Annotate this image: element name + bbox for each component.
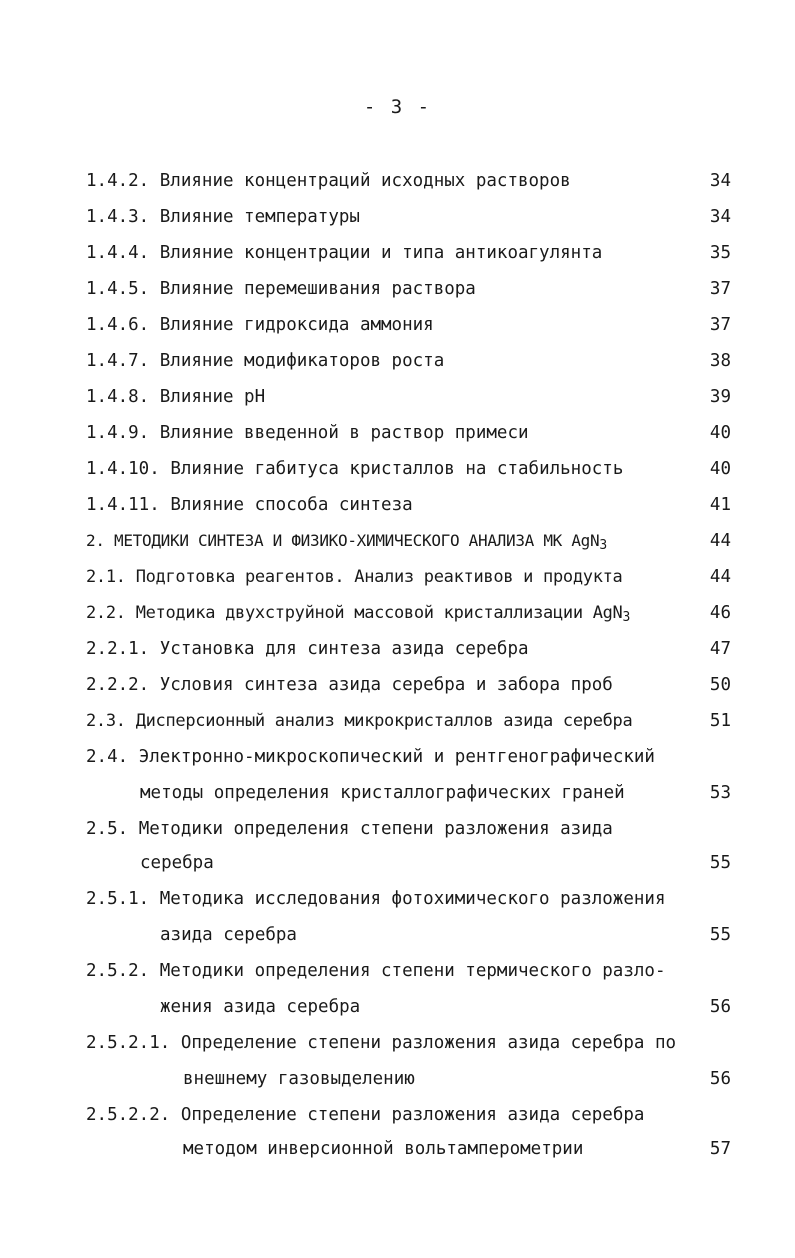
toc-entry-page: 56 [709, 1069, 731, 1089]
toc-entry-title: Методика двухструйной массовой кристаллизации AgN [135, 603, 623, 623]
toc-entry-number: 2.2.2. [86, 675, 150, 695]
toc-entry-2-5-2 [86, 957, 666, 985]
toc-entry-page: 55 [709, 925, 731, 945]
toc-entry-1-4-2 [86, 167, 571, 195]
toc-entry-title: Методики определения степени разложения азида [138, 819, 613, 839]
toc-entry-page: 37 [709, 315, 731, 335]
toc-entry-2-1 [86, 563, 623, 591]
toc-entry-2-3 [86, 707, 632, 735]
toc-entry-page: 34 [709, 207, 731, 227]
toc-entry-number: 1.4.4. [86, 243, 150, 263]
toc-entry-2-5-2-1-continuation: внешнему газовыделению [183, 1069, 415, 1089]
toc-entry-2-4 [86, 743, 655, 771]
toc-entry-title: Определение степени разложения азида серебра [180, 1105, 645, 1125]
toc-entry-2-5-2-2 [86, 1101, 644, 1129]
toc-entry-page: 46 [709, 603, 731, 623]
toc-entry-title: Влияние способа синтеза [170, 495, 413, 515]
toc-entry-number: 2.5.1. [86, 889, 150, 909]
toc-entry-page: 47 [709, 639, 731, 659]
toc-entry-number: 1.4.6. [86, 315, 150, 335]
toc-entry-page: 44 [709, 531, 731, 551]
toc-entry-title: Методики определения степени термического разло- [159, 961, 666, 981]
toc-entry-page: 55 [709, 853, 731, 873]
toc-entry-title: Влияние концентрации и типа антикоагулянта [159, 243, 603, 263]
toc-entry-2-5-1 [86, 885, 666, 913]
toc-entry-page: 50 [709, 675, 731, 695]
toc-entry-page: 51 [709, 711, 731, 731]
toc-entry-1-4-3 [86, 203, 360, 231]
toc-entry-page: 41 [709, 495, 731, 515]
toc-entry-2-5-continuation: серебра [140, 853, 214, 873]
toc-entry-number: 2.2.1. [86, 639, 150, 659]
toc-entry-1-4-5 [86, 275, 476, 303]
toc-entry-title: Установка для синтеза азида серебра [159, 639, 529, 659]
page-number: - 3 - [363, 96, 432, 118]
toc-entry-2-2 [86, 599, 630, 627]
toc-entry-2 [86, 527, 607, 555]
toc-entry-number: 1.4.7. [86, 351, 150, 371]
toc-entry-number: 2.5.2. [86, 961, 150, 981]
toc-entry-number: 2.5. [86, 819, 129, 839]
toc-entry-number: 2.2. [86, 603, 126, 623]
toc-entry-page: 44 [709, 567, 731, 587]
toc-entry-1-4-4 [86, 239, 602, 267]
toc-entry-subscript: 3 [599, 538, 607, 553]
toc-entry-2-5 [86, 815, 613, 843]
toc-entry-title: Влияние перемешивания раствора [159, 279, 476, 299]
toc-entry-subscript: 3 [622, 610, 631, 625]
toc-entry-page: 40 [709, 423, 731, 443]
toc-entry-number: 1.4.2. [86, 171, 150, 191]
toc-entry-title: Влияние температуры [159, 207, 360, 227]
toc-entry-number: 1.4.5. [86, 279, 150, 299]
toc-entry-title: Влияние гидроксида аммония [159, 315, 434, 335]
toc-entry-title: Влияние габитуса кристаллов на стабильность [170, 459, 624, 479]
toc-entry-1-4-10 [86, 455, 623, 483]
toc-entry-number: 2. [86, 531, 105, 550]
toc-entry-2-5-1-continuation: азида серебра [160, 925, 297, 945]
toc-entry-1-4-9 [86, 419, 529, 447]
toc-entry-title: Методика исследования фотохимического разложения [159, 889, 666, 909]
toc-entry-title: Влияние концентраций исходных растворов [159, 171, 571, 191]
toc-entry-1-4-6 [86, 311, 434, 339]
toc-entry-number: 1.4.3. [86, 207, 150, 227]
toc-entry-title: Условия синтеза азида серебра и забора проб [159, 675, 613, 695]
toc-entry-number: 1.4.9. [86, 423, 150, 443]
toc-entry-number: 1.4.10. [86, 459, 160, 479]
toc-entry-title: МЕТОДИКИ СИНТЕЗА И ФИЗИКО-ХИМИЧЕСКОГО АНАЛИЗА МК AgN [114, 531, 600, 550]
toc-entry-2-2-1 [86, 635, 529, 663]
toc-entry-title: Определение степени разложения азида серебра по [180, 1033, 677, 1053]
toc-entry-1-4-7 [86, 347, 444, 375]
toc-entry-title: Дисперсионный анализ микрокристаллов азида серебра [135, 711, 633, 731]
toc-entry-number: 2.5.2.2. [86, 1105, 171, 1125]
toc-entry-number: 2.3. [86, 711, 126, 731]
toc-entry-page: 34 [709, 171, 731, 191]
toc-entry-page: 40 [709, 459, 731, 479]
toc-entry-page: 37 [709, 279, 731, 299]
toc-entry-number: 2.1. [86, 567, 126, 587]
toc-entry-title: Влияние введенной в раствор примеси [159, 423, 529, 443]
toc-entry-number: 2.4. [86, 747, 129, 767]
toc-entry-1-4-11 [86, 491, 413, 519]
toc-entry-title: Влияние модификаторов роста [159, 351, 445, 371]
toc-entry-page: 56 [709, 997, 731, 1017]
toc-entry-page: 53 [709, 783, 731, 803]
toc-entry-page: 57 [709, 1139, 731, 1159]
toc-entry-2-5-2-1 [86, 1029, 676, 1057]
toc-entry-number: 1.4.8. [86, 387, 150, 407]
toc-entry-number: 1.4.11. [86, 495, 160, 515]
toc-entry-title: Влияние pH [159, 387, 266, 407]
toc-entry-2-4-continuation: методы определения кристаллографических граней [140, 783, 625, 803]
toc-entry-page: 38 [709, 351, 731, 371]
toc-entry-1-4-8 [86, 383, 265, 411]
toc-entry-number: 2.5.2.1. [86, 1033, 171, 1053]
toc-entry-title: Подготовка реагентов. Анализ реактивов и продукта [135, 567, 623, 587]
toc-entry-page: 35 [709, 243, 731, 263]
toc-entry-title: Электронно-микроскопический и рентгенографический [138, 747, 655, 767]
toc-entry-page: 39 [709, 387, 731, 407]
toc-entry-2-5-2-2-continuation: методом инверсионной вольтамперометрии [183, 1139, 584, 1159]
toc-entry-2-5-2-continuation: жения азида серебра [160, 997, 361, 1017]
toc-entry-2-2-2 [86, 671, 613, 699]
